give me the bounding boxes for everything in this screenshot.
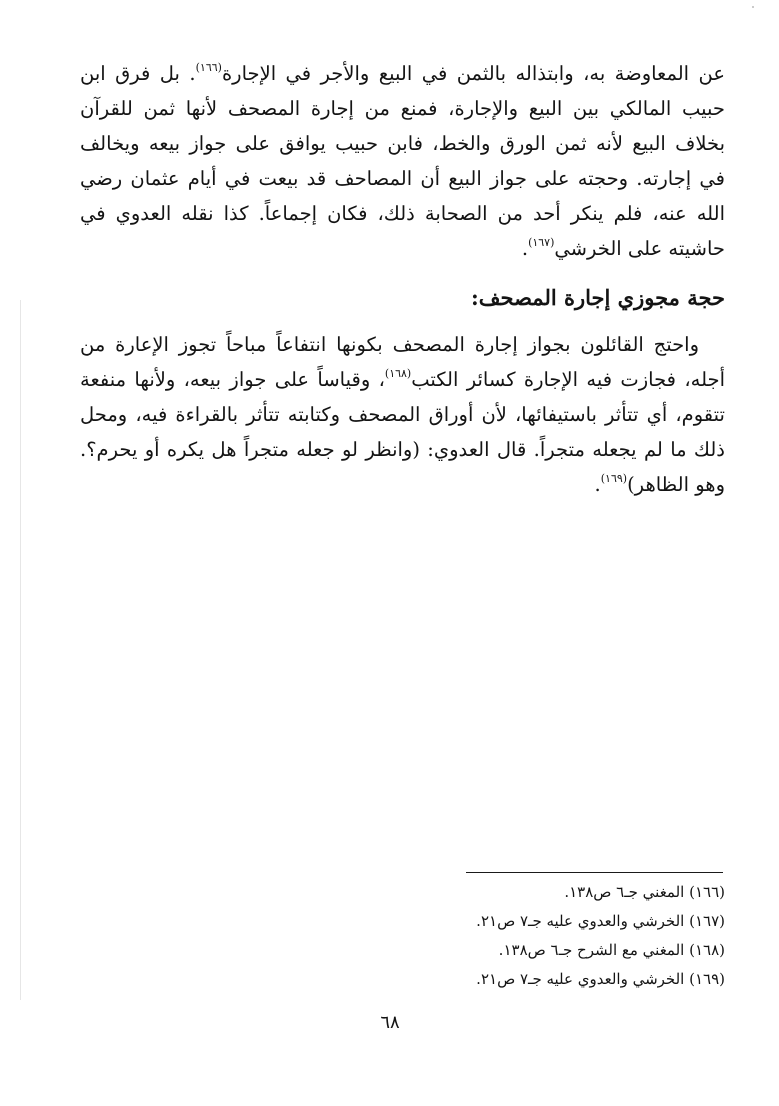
paragraph-1-line-2: حبيب المالكي بين البيع والإجارة، فمنع من إجارة المصحف لأنها ثمن للقرآن bbox=[80, 97, 725, 120]
line-text: وهو الظاهر) bbox=[627, 473, 725, 496]
footnote-167: (١٦٧) الخرشي والعدوي عليه جـ٧ ص٢١. bbox=[476, 912, 725, 930]
footnote-169: (١٦٩) الخرشي والعدوي عليه جـ٧ ص٢١. bbox=[476, 970, 725, 988]
scan-speck bbox=[752, 6, 754, 8]
paragraph-2-line-4: ذلك ما لم يجعله متجراً. قال العدوي: (وانظر لو جعله متجراً هل يكره أو يحرم؟. bbox=[80, 438, 725, 461]
footnote-ref-168[interactable]: (١٦٨) bbox=[384, 367, 412, 380]
section-heading: حجة مجوزي إجارة المصحف: bbox=[471, 285, 725, 310]
paragraph-1-line-5: الله عنه، فلم ينكر أحد من الصحابة ذلك، فكان إجماعاً. كذا نقله العدوي في bbox=[80, 202, 725, 225]
footnote-168: (١٦٨) المغني مع الشرح جـ٦ ص١٣٨. bbox=[498, 941, 725, 959]
paragraph-2-line-1: واحتج القائلون بجواز إجارة المصحف بكونها انتفاعاً مباحاً تجوز الإعارة من bbox=[80, 333, 699, 356]
footnote-ref-166[interactable]: (١٦٦) bbox=[195, 61, 222, 74]
page-number: ٦٨ bbox=[380, 1012, 400, 1033]
paragraph-2-line-2 bbox=[80, 362, 725, 397]
paragraph-2 bbox=[80, 327, 725, 502]
paragraph-1-line-4: في إجارته. وحجته على جواز البيع أن المصاحف قد بيعت في أيام عثمان رضي bbox=[80, 167, 725, 190]
line-text-after: . bbox=[594, 473, 601, 496]
paragraph-2-line-3: تتقوم، أي تتأثر باستيفائها، لأن أوراق المصحف وكتابته تتأثر بالقراءة فيه، ومحل bbox=[80, 403, 725, 426]
paragraph-2-line-5 bbox=[80, 467, 725, 502]
footnotes bbox=[440, 878, 725, 994]
footnote-ref-169[interactable]: (١٦٩) bbox=[600, 472, 628, 485]
line-text: حاشيته على الخرشي bbox=[554, 237, 725, 260]
line-text: أجله، فجازت فيه الإجارة كسائر الكتب bbox=[411, 368, 725, 391]
line-text-after: ، وقياساً على جواز بيعه، ولأنها منفعة bbox=[80, 368, 385, 391]
paragraph-1-line-1 bbox=[80, 56, 725, 91]
line-text-after: . بل فرق ابن bbox=[80, 62, 196, 85]
footnote-ref-167[interactable]: (١٦٧) bbox=[528, 236, 555, 249]
paragraph-1-line-3: بخلاف البيع لأنه ثمن الورق والخط، فابن حبيب يوافق على جواز بيعه ويخالف bbox=[80, 132, 725, 155]
footnote-166: (١٦٦) المغني جـ٦ ص١٣٨. bbox=[564, 883, 725, 901]
line-text-after: . bbox=[521, 237, 529, 260]
paragraph-1-line-6 bbox=[80, 231, 725, 266]
paragraph-1 bbox=[80, 56, 725, 266]
footnote-separator bbox=[466, 872, 723, 873]
scan-edge-line bbox=[20, 300, 21, 1000]
line-text: عن المعاوضة به، وابتذاله بالثمن في البيع والأجر في الإجارة bbox=[221, 62, 726, 85]
